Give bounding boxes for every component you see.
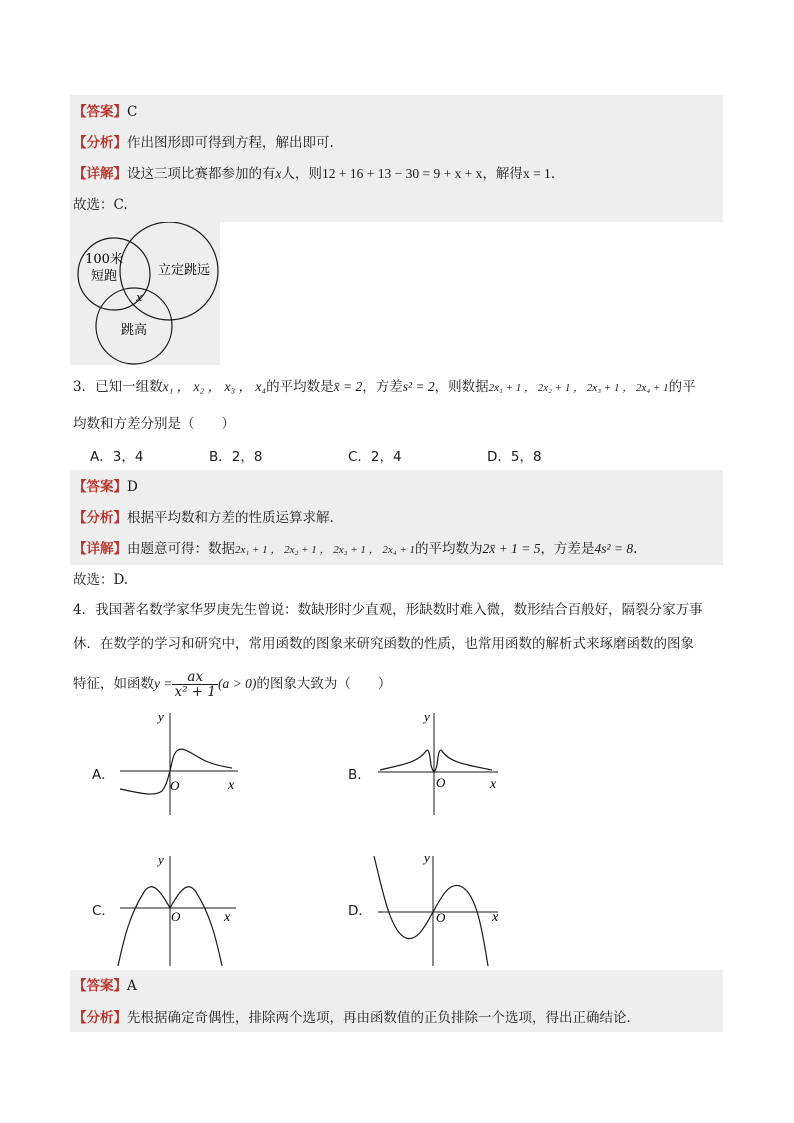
answer-tag: 【答案】 — [73, 104, 127, 120]
graph-d — [370, 848, 505, 968]
q2-detail-row — [73, 163, 564, 185]
q3-detail-variance: 4s² = 8 — [594, 541, 634, 556]
q2-analysis-row — [73, 132, 334, 154]
q3-stem-line1 — [73, 376, 696, 398]
q3-option-d: D．5，8 — [487, 449, 542, 465]
q2-detail-solution: x = 1 — [522, 166, 551, 181]
q3-detail-mean: 2x̄ + 1 = 5 — [482, 541, 541, 556]
graph-a-x-label: x — [228, 778, 235, 793]
q2-detail-text: 设这三项比赛都参加的有 — [127, 166, 276, 182]
graph-b-x-label: x — [490, 777, 497, 792]
graph-d-x-label: x — [492, 910, 499, 925]
q3-stem-mean: x̄ = 2 — [333, 379, 363, 394]
q4-stem-line1: 4．我国著名数学家华罗庚先生曾说：数缺形时少直观，形缺数时难入微，数形结合百般好，隔裂分家万事 — [73, 602, 703, 618]
q2-detail-var: x — [275, 166, 282, 181]
analysis-tag: 【分析】 — [73, 135, 127, 151]
q4-analysis: 先根据确定奇偶性，排除两个选项，再由函数值的正负排除一个选项，得出正确结论． — [127, 1010, 640, 1026]
q3-stem-mid: 的平均数是 — [266, 379, 334, 395]
q3-stem-pre: 3．已知一组数 — [73, 379, 163, 395]
q4-stem-pre: 特征，如函数 — [73, 676, 154, 692]
detail-tag: 【详解】 — [73, 541, 127, 557]
q3-detail-pre: 由题意可得：数据 — [127, 541, 235, 557]
venn-label-center: x — [136, 289, 142, 304]
q3-detail-mid2: ，方差是 — [540, 541, 595, 557]
q3-detail-row — [73, 538, 637, 560]
detail-tag: 【详解】 — [73, 166, 127, 182]
q2-detail-end: ． — [550, 166, 565, 182]
graph-b — [370, 705, 505, 825]
q2-detail-post: ，解得 — [482, 166, 523, 182]
q4-func-numerator: ax — [172, 670, 218, 685]
q3-stem-data: 2x₁ + 1 ， 2x₂ + 1 ， 2x₃ + 1 ， 2x₄ + 1 — [488, 382, 669, 394]
graph-label-a: A． — [92, 767, 115, 783]
q3-detail-mid: 的平均数为 — [415, 541, 483, 557]
answer-band-q2 — [70, 95, 723, 222]
q3-answer: D — [127, 479, 138, 495]
answer-tag: 【答案】 — [73, 479, 127, 495]
graph-label-b: B． — [348, 767, 371, 783]
answer-tag: 【答案】 — [73, 978, 127, 994]
q4-stem-line2: 休．在数学的学习和研究中，常用函数的图象来研究函数的性质，也常用函数的解析式来琢磨函数的图象 — [73, 636, 694, 652]
analysis-tag: 【分析】 — [73, 1010, 127, 1026]
q4-stem-post: 的图象大致为（ ） — [256, 676, 392, 692]
q3-detail-end: . — [633, 541, 638, 557]
graph-d-origin: O — [436, 910, 446, 925]
q4-func-condition: (a > 0) — [218, 676, 257, 691]
q2-answer-row — [73, 101, 137, 123]
q3-stem-line2: 均数和方差分别是（ ） — [73, 416, 235, 432]
q3-stem-end: 的平 — [668, 379, 696, 395]
graph-b-curve — [380, 750, 492, 772]
q3-stem-mid2: ，方差 — [362, 379, 403, 395]
q3-option-c: C．2，4 — [348, 449, 402, 465]
venn-diagram — [70, 222, 220, 365]
q4-answer-row — [73, 975, 137, 997]
q2-detail-equation: 12 + 16 + 13 − 30 = 9 + x + x — [322, 166, 483, 181]
graph-label-c: C． — [92, 903, 115, 919]
graph-b-origin: O — [436, 775, 446, 790]
venn-label-sprint-1: 100米 — [85, 252, 123, 267]
venn-label-sprint-2: 短跑 — [90, 269, 118, 284]
q2-answer: C — [127, 104, 138, 120]
q2-choice: 故选：C. — [73, 197, 128, 213]
graph-a-y-label: y — [158, 709, 164, 724]
graph-c-x-label: x — [224, 910, 231, 925]
q3-stem-variance: s² = 2 — [402, 379, 435, 394]
q3-option-a: A．3，4 — [90, 449, 144, 465]
graph-a-origin: O — [170, 778, 180, 793]
graph-c-origin: O — [171, 909, 181, 924]
q3-choice: 故选：D. — [73, 572, 129, 588]
q3-stem-vars: x₁ ， x₂ ， x₃ ， x₄ — [162, 379, 267, 394]
q3-detail-data: 2x₁ + 1 ， 2x₂ + 1 ， 2x₃ + 1 ， 2x₄ + 1 — [235, 544, 416, 556]
graph-label-d: D． — [348, 903, 372, 919]
q4-func-lhs: y = — [154, 676, 173, 691]
q2-detail-mid: 人，则 — [281, 166, 322, 182]
q4-answer: A — [127, 978, 137, 994]
graph-b-y-label: y — [424, 709, 430, 724]
graph-c — [110, 848, 245, 968]
q3-analysis: 根据平均数和方差的性质运算求解. — [127, 510, 334, 526]
q3-stem-mid3: ，则数据 — [434, 379, 489, 395]
graph-d-y-label: y — [424, 850, 430, 865]
q2-analysis: 作出图形即可得到方程，解出即可. — [127, 135, 334, 151]
graph-d-curve — [374, 856, 488, 966]
q4-stem-line3 — [73, 667, 391, 701]
venn-label-long-jump: 立定跳远 — [157, 263, 211, 278]
analysis-tag: 【分析】 — [73, 510, 127, 526]
q3-option-b: B．2，8 — [209, 449, 263, 465]
q3-analysis-row — [73, 507, 334, 529]
venn-label-high-jump: 跳高 — [120, 323, 148, 338]
q4-analysis-row — [73, 1007, 640, 1029]
q3-answer-row — [73, 476, 138, 498]
q4-func-denominator: x² + 1 — [174, 684, 216, 700]
q4-func-fraction — [172, 670, 218, 699]
graph-a — [110, 705, 245, 825]
graph-c-y-label: y — [158, 852, 164, 867]
